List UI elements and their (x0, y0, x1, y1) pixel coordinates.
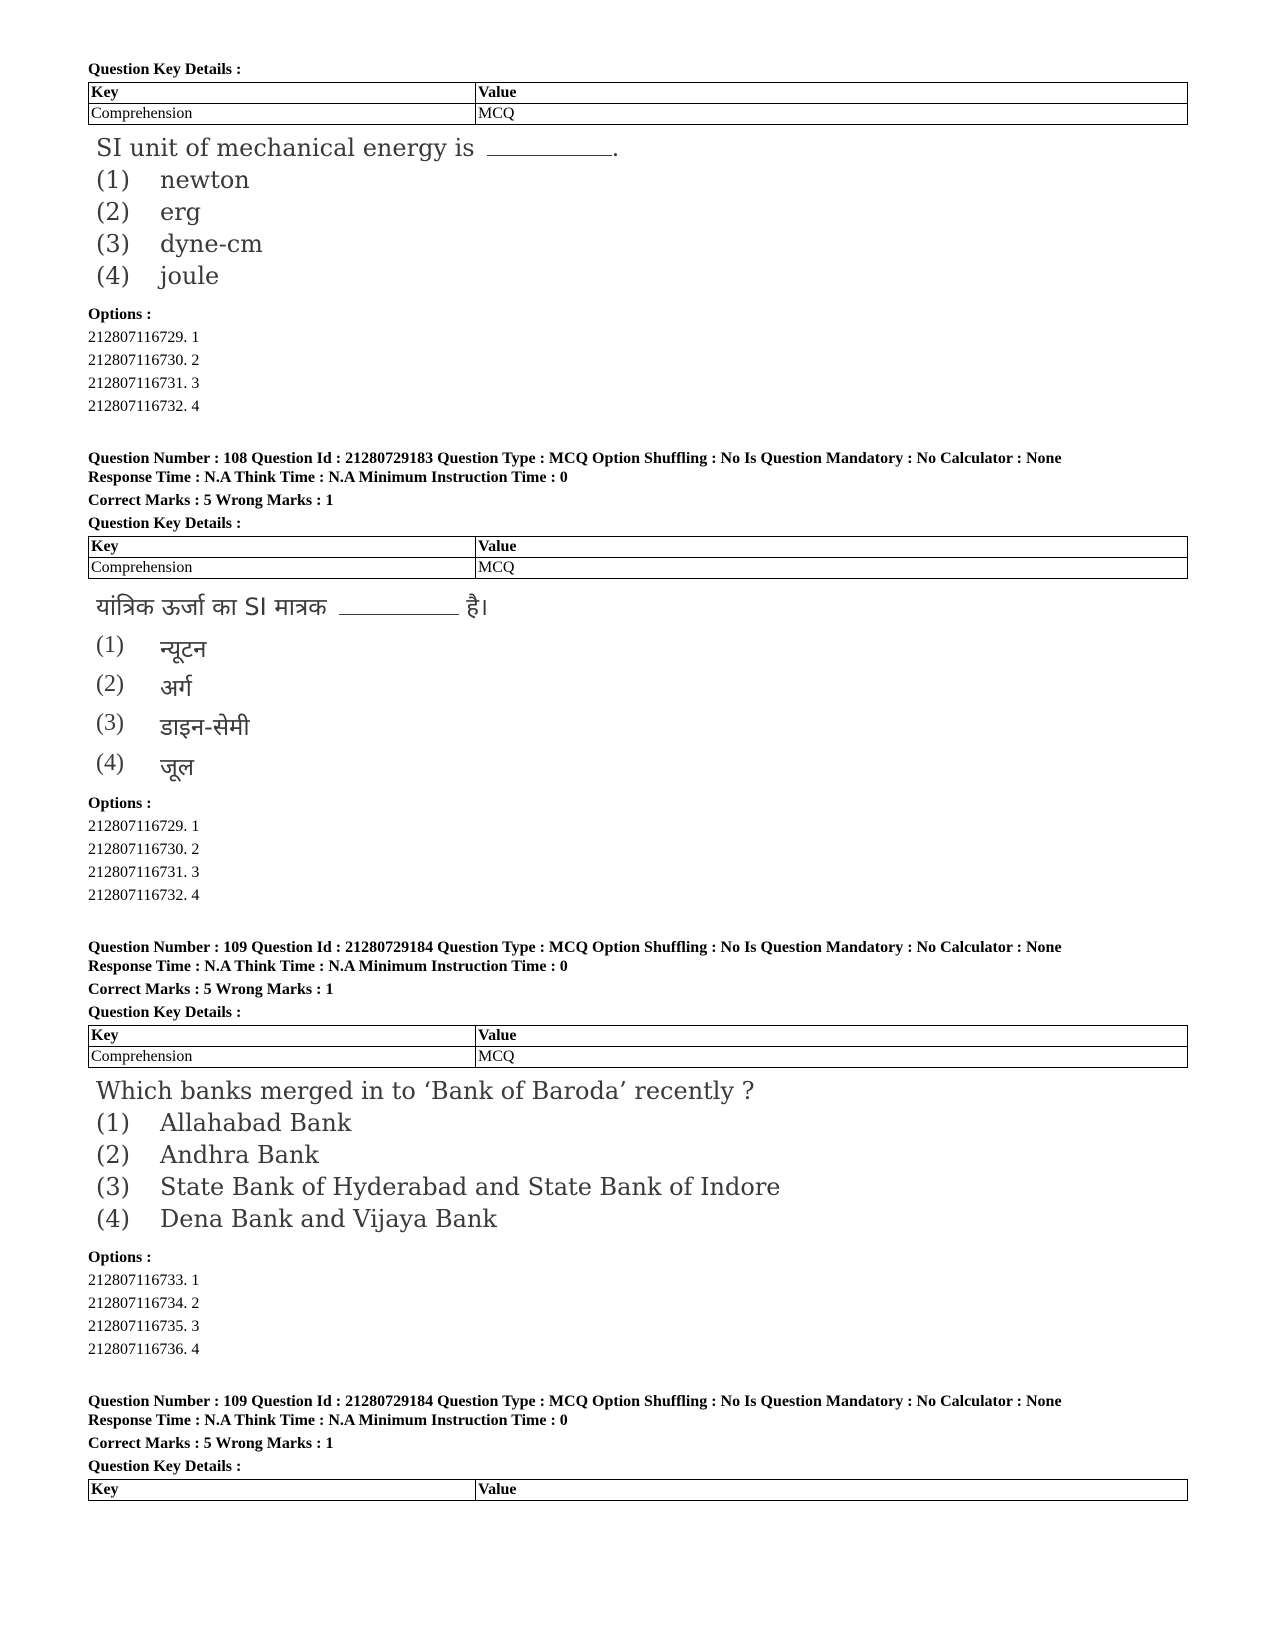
table-row (89, 558, 1188, 579)
option-id: 212807116732. 4 (88, 887, 200, 904)
key-details-label: Question Key Details : (88, 1004, 242, 1021)
options-label: Options : (88, 1249, 152, 1266)
key-header: Key (89, 537, 476, 558)
question-header-line: Question Number : 109 Question Id : 21280729184 Question Type : MCQ Option Shuffling : No Is Question Mandatory : No Calculator : None (88, 939, 1062, 956)
key-value-table (88, 1025, 1188, 1068)
key-details-label: Question Key Details : (88, 1458, 242, 1475)
key-cell: Comprehension (89, 558, 476, 579)
key-header: Key (89, 83, 476, 104)
question-timing-line: Response Time : N.A Think Time : N.A Minimum Instruction Time : 0 (88, 958, 568, 975)
question-header-line: Question Number : 108 Question Id : 21280729183 Question Type : MCQ Option Shuffling : No Is Question Mandatory : No Calculator : None (88, 450, 1062, 467)
question-image-english: Which banks merged in to ‘Bank of Baroda’ recently ? (1) Allahabad Bank (2) Andhra Bank (3) State Bank of Hyderabad and State Bank of Indore (4) Dena Bank and Vijaya Bank (96, 1077, 781, 1233)
option-id: 212807116736. 4 (88, 1341, 200, 1358)
question-image-hindi: यांत्रिक ऊर्जा का SI मात्रक है। (1) न्यूटन (2) अर्ग (3) डाइन-सेमी (4) जूल (88, 588, 1188, 788)
value-cell: MCQ (476, 104, 1188, 125)
value-cell: MCQ (476, 1047, 1188, 1068)
key-value-table (88, 536, 1188, 579)
value-header: Value (476, 1480, 1188, 1501)
table-row (89, 1026, 1188, 1047)
table-row (89, 83, 1188, 104)
table-row (89, 1480, 1188, 1501)
key-details-label: Question Key Details : (88, 515, 242, 532)
key-cell: Comprehension (89, 1047, 476, 1068)
marks-line: Correct Marks : 5 Wrong Marks : 1 (88, 981, 334, 998)
key-header: Key (89, 1480, 476, 1501)
key-cell: Comprehension (89, 104, 476, 125)
value-cell: MCQ (476, 558, 1188, 579)
option-id: 212807116735. 3 (88, 1318, 200, 1335)
answer-blank (339, 613, 459, 615)
key-header: Key (89, 1026, 476, 1047)
options-label: Options : (88, 306, 152, 323)
question-timing-line: Response Time : N.A Think Time : N.A Minimum Instruction Time : 0 (88, 469, 568, 486)
value-header: Value (476, 83, 1188, 104)
option-id: 212807116730. 2 (88, 352, 200, 369)
option-id: 212807116734. 2 (88, 1295, 200, 1312)
option-id: 212807116731. 3 (88, 864, 200, 881)
key-value-table (88, 82, 1188, 125)
answer-blank (487, 154, 612, 156)
key-details-label: Question Key Details : (88, 61, 242, 78)
question-header-line: Question Number : 109 Question Id : 21280729184 Question Type : MCQ Option Shuffling : No Is Question Mandatory : No Calculator : None (88, 1393, 1062, 1410)
question-stem: SI unit of mechanical energy is . (96, 134, 620, 162)
option-id: 212807116731. 3 (88, 375, 200, 392)
option-id: 212807116730. 2 (88, 841, 200, 858)
table-row (89, 1047, 1188, 1068)
question-stem: Which banks merged in to ‘Bank of Baroda’ recently ? (96, 1077, 755, 1105)
question-stem: यांत्रिक ऊर्जा का SI मात्रक है। (96, 593, 489, 621)
option-id: 212807116732. 4 (88, 398, 200, 415)
option-id: 212807116733. 1 (88, 1272, 200, 1289)
value-header: Value (476, 537, 1188, 558)
value-header: Value (476, 1026, 1188, 1047)
question-timing-line: Response Time : N.A Think Time : N.A Minimum Instruction Time : 0 (88, 1412, 568, 1429)
options-label: Options : (88, 795, 152, 812)
marks-line: Correct Marks : 5 Wrong Marks : 1 (88, 492, 334, 509)
option-id: 212807116729. 1 (88, 329, 200, 346)
option-id: 212807116729. 1 (88, 818, 200, 835)
table-row (89, 104, 1188, 125)
marks-line: Correct Marks : 5 Wrong Marks : 1 (88, 1435, 334, 1452)
table-row (89, 537, 1188, 558)
key-value-table (88, 1479, 1188, 1501)
question-image-english: SI unit of mechanical energy is . (1) newton (2) erg (3) dyne-cm (4) joule (96, 134, 620, 290)
